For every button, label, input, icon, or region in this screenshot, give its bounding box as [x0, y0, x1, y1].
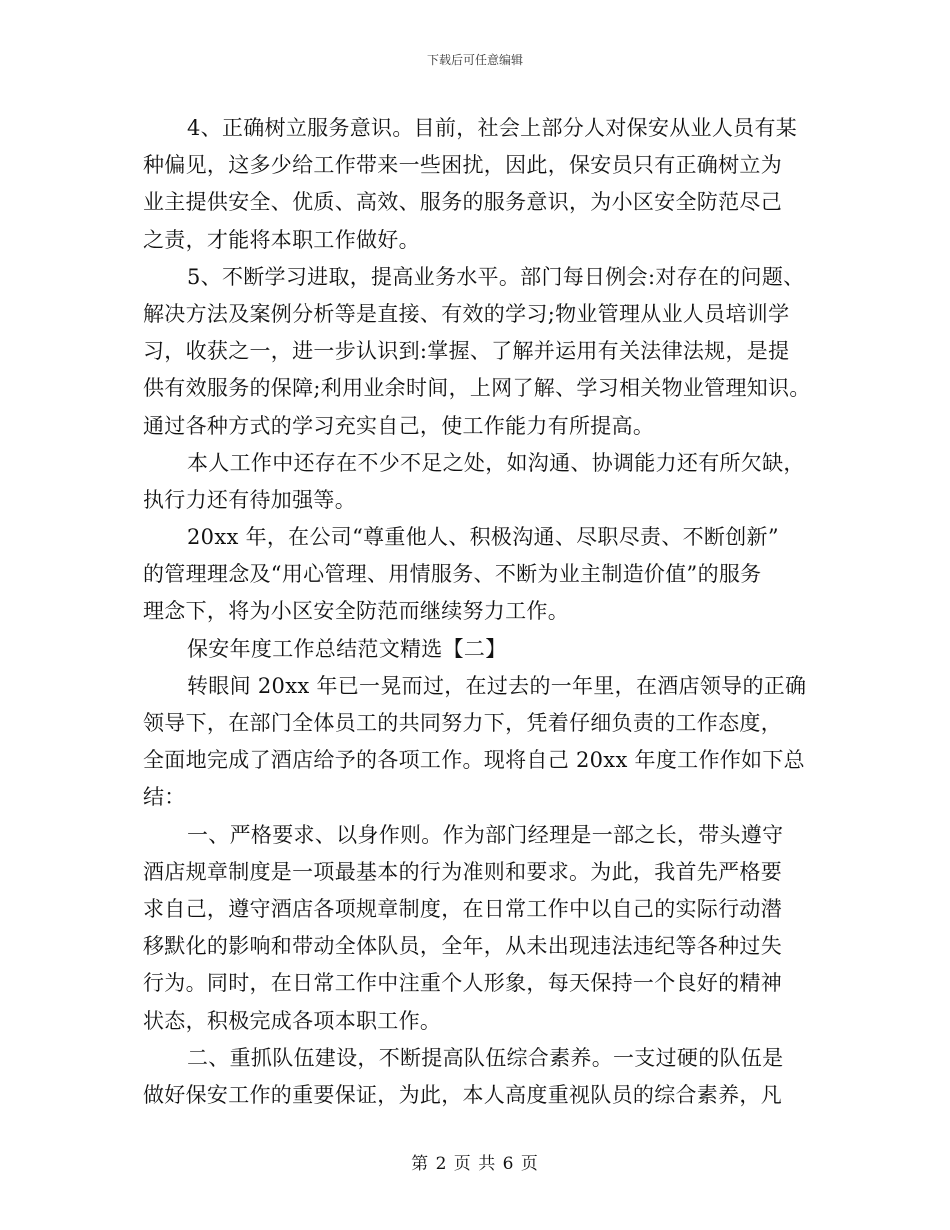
paragraph-shortcomings [143, 445, 823, 519]
paragraph-team-building [143, 1040, 823, 1114]
section-heading-text: 保安年度工作总结范文精选【二】 [187, 636, 507, 661]
text-line: 5、不断学习进取，提高业务水平。部门每日例会:对存在的问题、 [187, 264, 805, 289]
paragraph-service-awareness [143, 110, 823, 259]
text-line: 求自己，遵守酒店各项规章制度，在日常工作中以自己的实际行动潜 [143, 896, 782, 921]
section-heading [143, 631, 823, 668]
text-line: 供有效服务的保障;利用业余时间，上网了解、学习相关物业管理知识。 [143, 376, 811, 401]
text-line: 领导下，在部门全体员工的共同努力下，凭着仔细负责的工作态度， [143, 711, 782, 735]
text-line: 移默化的影响和带动全体队员，全年，从未出现违法违纪等各种过失 [143, 934, 782, 959]
page-header-note: 下载后可任意编辑 [426, 53, 523, 67]
text-line: 解决方法及案例分析等是直接、有效的学习;物业管理从业人员培训学 [143, 301, 790, 326]
paragraph-strict-requirements [143, 817, 823, 1040]
text-line: 业主提供安全、优质、高效、服务的服务意识，为小区安全防范尽己 [143, 190, 782, 215]
text-line: 4、正确树立服务意识。目前，社会上部分人对保安从业人员有某 [187, 116, 798, 140]
text-line: 转眼间 20xx 年已一晃而过，在过去的一年里，在酒店领导的正确 [187, 673, 807, 698]
page-number-footer: 第 2 页 共 6 页 [411, 1154, 539, 1174]
text-line: 酒店规章制度是一项最基本的行为准则和要求。为此，我首先严格要 [143, 859, 782, 884]
text-line: 之责，才能将本职工作做好。 [143, 227, 420, 252]
text-line: 通过各种方式的学习充实自己，使工作能力有所提高。 [143, 413, 655, 438]
text-line: 习，收获之一，进一步认识到:掌握、了解并运用有关法律法规，是提 [143, 339, 790, 364]
text-line: 本人工作中还存在不少不足之处，如沟通、协调能力还有所欠缺， [187, 450, 805, 475]
text-line: 20xx 年，在公司“尊重他人、积极沟通、尽职尽责、不断创新” [187, 525, 779, 550]
text-line: 二、重抓队伍建设，不断提高队伍综合素养。一支过硬的队伍是 [187, 1045, 784, 1070]
text-line: 结： [143, 785, 186, 810]
text-line: 状态，积极完成各项本职工作。 [143, 1008, 442, 1033]
text-line: 行为。同时，在日常工作中注重个人形象，每天保持一个良好的精神 [143, 971, 782, 996]
text-line: 种偏见，这多少给工作带来一些困扰，因此，保安员只有正确树立为 [143, 153, 782, 178]
text-line: 做好保安工作的重要保证，为此，本人高度重视队员的综合素养，凡 [143, 1082, 782, 1107]
text-line: 执行力还有待加强等。 [143, 487, 356, 512]
text-line: 的管理理念及“用心管理、用情服务、不断为业主制造价值”的服务 [143, 562, 762, 587]
text-line: 全面地完成了酒店给予的各项工作。现将自己 20xx 年度工作作如下总 [143, 748, 805, 773]
paragraph-outlook [143, 519, 823, 631]
text-line: 一、严格要求、以身作则。作为部门经理是一部之长，带头遵守 [187, 822, 784, 847]
paragraph-continuous-learning [143, 259, 823, 445]
paragraph-year-review [143, 668, 823, 817]
document-body [143, 110, 823, 1114]
text-line: 理念下，将为小区安全防范而继续努力工作。 [143, 599, 569, 624]
